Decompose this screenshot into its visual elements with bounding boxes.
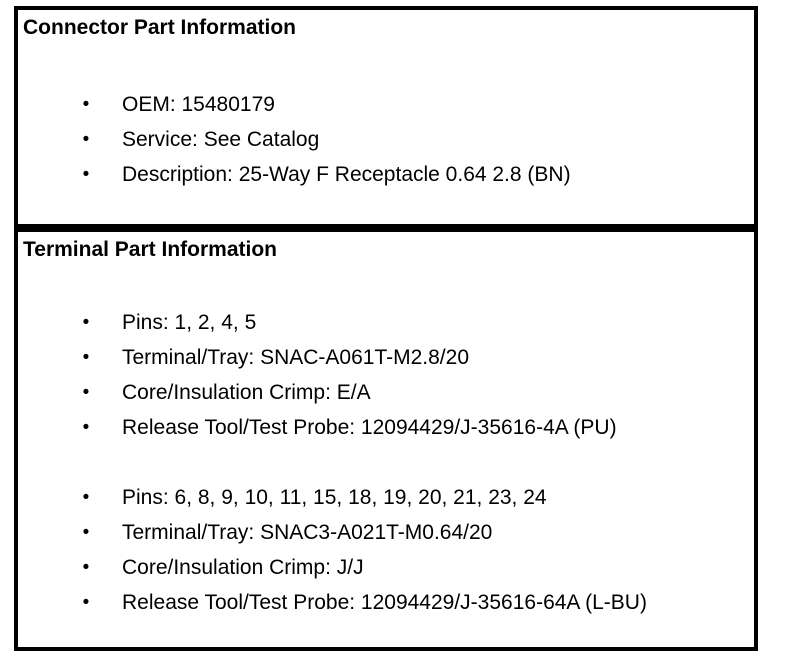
bullet-icon: • <box>82 312 90 333</box>
list-item <box>18 122 754 157</box>
list-item <box>18 157 754 192</box>
terminal-bullet-group-1 <box>18 305 754 445</box>
bullet-icon: • <box>82 522 90 543</box>
terminal-group2-pins-text: Pins: 6, 8, 9, 10, 11, 15, 18, 19, 20, 21, 23, 24 <box>122 486 547 509</box>
bullet-icon: • <box>82 94 90 115</box>
list-item <box>18 375 754 410</box>
terminal-group2-crimp-text: Core/Insulation Crimp: J/J <box>122 556 364 579</box>
terminal-group1-crimp-text: Core/Insulation Crimp: E/A <box>122 381 371 404</box>
list-item <box>18 585 754 620</box>
bullet-icon: • <box>82 382 90 403</box>
connector-box-title: Connector Part Information <box>23 16 297 39</box>
connector-part-information-box <box>14 6 758 228</box>
bullet-icon: • <box>82 164 90 185</box>
list-item <box>18 410 754 445</box>
terminal-group2-tray-text: Terminal/Tray: SNAC3-A021T-M0.64/20 <box>122 521 493 544</box>
terminal-part-information-box <box>14 228 758 651</box>
list-item <box>18 550 754 585</box>
list-item <box>18 87 754 122</box>
bullet-icon: • <box>82 347 90 368</box>
list-item <box>18 340 754 375</box>
terminal-group1-release-tool-text: Release Tool/Test Probe: 12094429/J-35616-4A (PU) <box>122 416 617 439</box>
connector-service-text: Service: See Catalog <box>122 128 320 151</box>
bullet-icon: • <box>82 129 90 150</box>
terminal-group2-release-tool-text: Release Tool/Test Probe: 12094429/J-35616-64A (L-BU) <box>122 591 647 614</box>
connector-description-text: Description: 25-Way F Receptacle 0.64 2.8 (BN) <box>122 163 571 186</box>
terminal-group1-pins-text: Pins: 1, 2, 4, 5 <box>122 311 257 334</box>
connector-oem-text: OEM: 15480179 <box>122 93 275 116</box>
bullet-icon: • <box>82 487 90 508</box>
terminal-bullet-group-2 <box>18 480 754 620</box>
list-item <box>18 305 754 340</box>
bullet-icon: • <box>82 592 90 613</box>
bullet-icon: • <box>82 557 90 578</box>
terminal-group1-tray-text: Terminal/Tray: SNAC-A061T-M2.8/20 <box>122 346 470 369</box>
list-item <box>18 515 754 550</box>
list-item <box>18 480 754 515</box>
terminal-box-title: Terminal Part Information <box>23 238 277 261</box>
connector-bullet-list <box>18 87 754 192</box>
bullet-icon: • <box>82 417 90 438</box>
